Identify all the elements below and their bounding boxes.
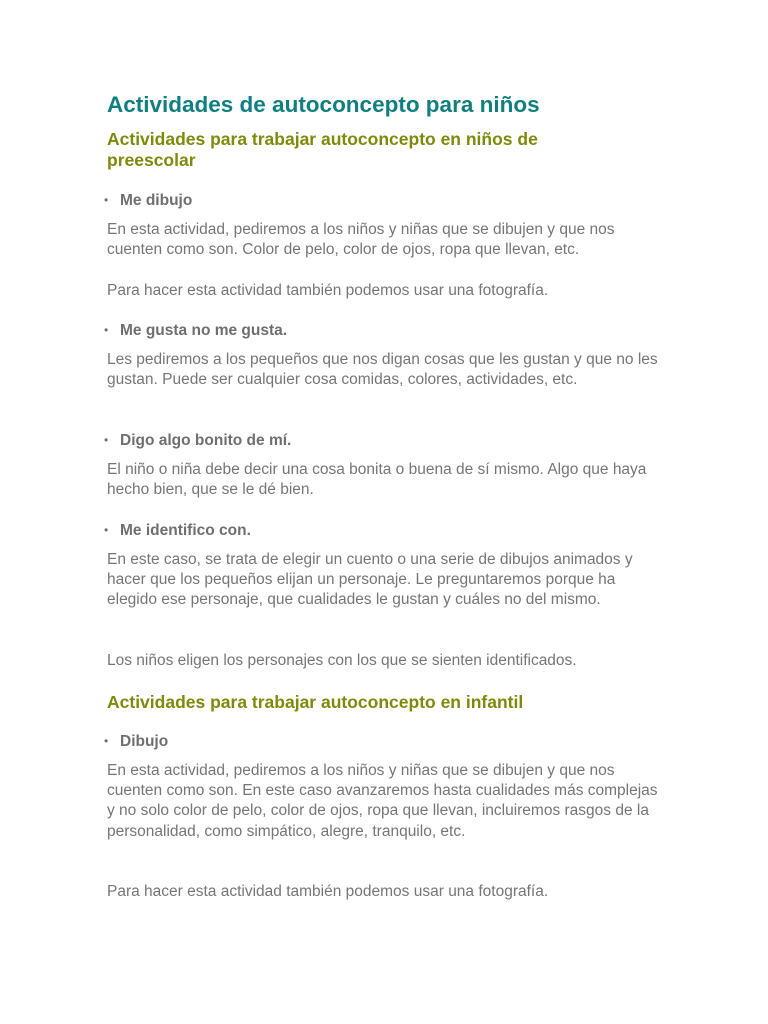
bullet-icon: • bbox=[104, 193, 109, 207]
paragraph: Los niños eligen los personajes con los que se sienten identificados. bbox=[107, 652, 577, 669]
bullet-icon: • bbox=[104, 734, 109, 748]
list-item-label: Dibujo bbox=[120, 733, 169, 750]
list-item-me-identifico bbox=[104, 520, 251, 541]
paragraph: En este caso, se trata de elegir un cuento o una serie de dibujos animados y hacer que los pequeños elijan un personaje. Le preguntaremos porque ha elegido ese personaje, que cualidades le gustan y cuáles no del mismo. bbox=[107, 551, 633, 609]
list-item-me-dibujo bbox=[104, 190, 192, 211]
list-item-label: Me dibujo bbox=[120, 192, 193, 209]
paragraph: El niño o niña debe decir una cosa bonita o buena de sí mismo. Algo que haya hecho bien, que se le dé bien. bbox=[107, 461, 647, 499]
paragraph: En esta actividad, pediremos a los niños y niñas que se dibujen y que nos cuenten como son. Color de pelo, color de ojos, ropa que llevan, etc. bbox=[107, 221, 615, 259]
list-item-me-gusta bbox=[104, 320, 287, 341]
paragraph: Para hacer esta actividad también podemos usar una fotografía. bbox=[107, 282, 549, 299]
bullet-icon: • bbox=[104, 323, 109, 337]
paragraph: En esta actividad, pediremos a los niños y niñas que se dibujen y que nos cuenten como son. En este caso avanzaremos hasta cualidades más complejas y no solo color de pelo, color de ojos, ropa que llevan, incluiremos rasgos de la personalidad, como simpático, alegre, tranquilo, etc. bbox=[107, 762, 658, 840]
section-heading-preescolar: Actividades para trabajar autoconcepto en niños de preescolar bbox=[107, 129, 538, 170]
list-item-label: Me gusta no me gusta. bbox=[120, 322, 288, 339]
bullet-icon: • bbox=[104, 523, 109, 537]
section-heading-infantil: Actividades para trabajar autoconcepto en infantil bbox=[107, 692, 524, 712]
bullet-icon: • bbox=[104, 433, 109, 447]
paragraph: Para hacer esta actividad también podemos usar una fotografía. bbox=[107, 883, 549, 900]
list-item-label: Digo algo bonito de mí. bbox=[120, 432, 292, 449]
list-item-label: Me identifico con. bbox=[120, 522, 251, 539]
page-title: Actividades de autoconcepto para niños bbox=[107, 92, 540, 117]
list-item-digo-algo-bonito bbox=[104, 430, 291, 451]
paragraph: Les pediremos a los pequeños que nos digan cosas que les gustan y que no les gustan. Puede ser cualquier cosa comidas, colores, actividades, etc. bbox=[107, 351, 658, 389]
list-item-dibujo bbox=[104, 731, 168, 752]
